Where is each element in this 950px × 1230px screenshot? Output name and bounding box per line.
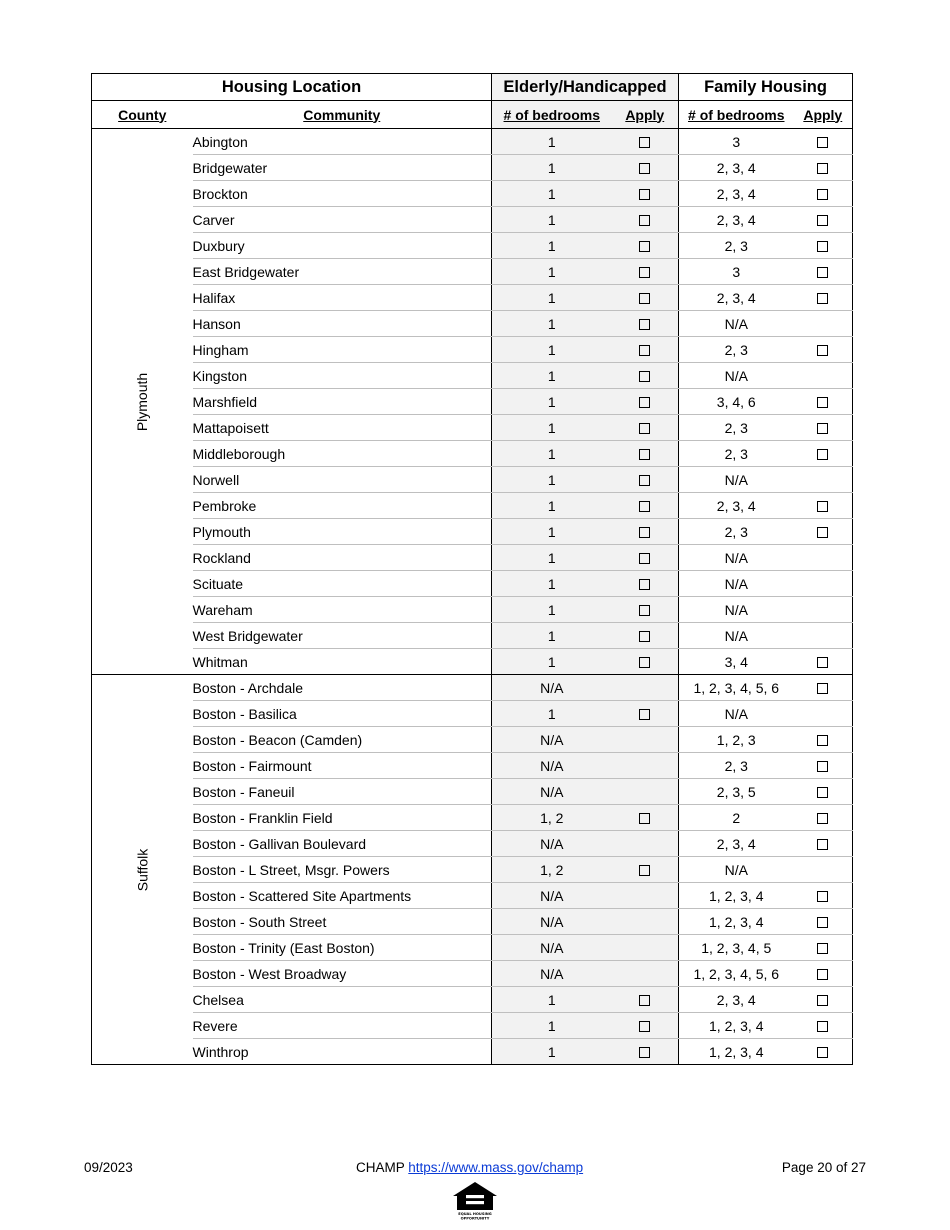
eh-apply-cell — [612, 493, 679, 519]
eh-apply-cell — [612, 649, 679, 675]
community-cell: Boston - Franklin Field — [193, 805, 492, 831]
fh-bedrooms-cell: N/A — [679, 623, 794, 649]
fh-bedrooms-cell: N/A — [679, 363, 794, 389]
table-row — [92, 467, 853, 493]
fh-apply-cell — [794, 233, 853, 259]
eh-bedrooms-cell: 1 — [492, 129, 612, 155]
table-body — [92, 129, 853, 1065]
fh-apply-cell — [794, 285, 853, 311]
county-label: Suffolk — [134, 848, 151, 891]
table-row — [92, 987, 853, 1013]
eh-apply-cell — [612, 1013, 679, 1039]
table-row — [92, 623, 853, 649]
fh-bedrooms-cell: 1, 2, 3, 4 — [679, 1039, 794, 1065]
community-cell: Hingham — [193, 337, 492, 363]
table-row — [92, 363, 853, 389]
fh-bedrooms-cell: 2 — [679, 805, 794, 831]
eh-apply-cell — [612, 597, 679, 623]
table-row — [92, 1039, 853, 1065]
community-cell: Boston - West Broadway — [193, 961, 492, 987]
fh-apply-cell — [794, 259, 853, 285]
fh-bedrooms-cell: N/A — [679, 545, 794, 571]
eh-bedrooms-cell: N/A — [492, 831, 612, 857]
fh-bedrooms-cell: 3 — [679, 129, 794, 155]
eh-apply-cell — [612, 753, 679, 779]
community-cell: Norwell — [193, 467, 492, 493]
community-cell: Boston - Gallivan Boulevard — [193, 831, 492, 857]
community-cell: Carver — [193, 207, 492, 233]
fh-apply-cell — [794, 129, 853, 155]
eh-bedrooms-cell: 1 — [492, 1039, 612, 1065]
apply-checkbox[interactable] — [817, 527, 828, 538]
fh-bedrooms-cell: 1, 2, 3, 4 — [679, 883, 794, 909]
apply-checkbox[interactable] — [817, 215, 828, 226]
table-row — [92, 285, 853, 311]
eh-bedrooms-cell: 1 — [492, 285, 612, 311]
fh-bedrooms-cell: 2, 3, 4 — [679, 831, 794, 857]
fh-bedrooms-cell: N/A — [679, 467, 794, 493]
table-row — [92, 727, 853, 753]
table-row — [92, 259, 853, 285]
community-cell: Marshfield — [193, 389, 492, 415]
fh-apply-cell — [794, 1013, 853, 1039]
fh-bedrooms-cell: 3 — [679, 259, 794, 285]
apply-checkbox[interactable] — [639, 709, 650, 720]
eh-apply-cell — [612, 701, 679, 727]
eh-apply-cell — [612, 337, 679, 363]
table-row — [92, 675, 853, 701]
table-row — [92, 701, 853, 727]
eh-apply-cell — [612, 805, 679, 831]
fh-bedrooms-cell: 3, 4, 6 — [679, 389, 794, 415]
apply-checkbox[interactable] — [639, 345, 650, 356]
community-cell: Mattapoisett — [193, 415, 492, 441]
eh-apply-cell — [612, 129, 679, 155]
fh-bedrooms-cell: 1, 2, 3, 4 — [679, 909, 794, 935]
eh-bedrooms-cell: N/A — [492, 961, 612, 987]
eh-apply-cell — [612, 155, 679, 181]
apply-checkbox[interactable] — [817, 891, 828, 902]
apply-checkbox[interactable] — [817, 267, 828, 278]
fh-bedrooms-cell: N/A — [679, 311, 794, 337]
eh-bedrooms-cell: 1 — [492, 181, 612, 207]
eh-bedrooms-cell: 1 — [492, 311, 612, 337]
eh-apply-cell — [612, 961, 679, 987]
eh-apply-cell — [612, 415, 679, 441]
apply-checkbox[interactable] — [639, 319, 650, 330]
footer-champ-link[interactable]: https://www.mass.gov/champ — [408, 1160, 584, 1175]
apply-checkbox[interactable] — [817, 761, 828, 772]
table-row — [92, 155, 853, 181]
eh-apply-cell — [612, 285, 679, 311]
community-cell: Bridgewater — [193, 155, 492, 181]
table-row — [92, 831, 853, 857]
apply-checkbox[interactable] — [817, 969, 828, 980]
eh-bedrooms-cell: 1 — [492, 519, 612, 545]
apply-checkbox[interactable] — [639, 657, 650, 668]
community-cell: Boston - Fairmount — [193, 753, 492, 779]
apply-checkbox[interactable] — [639, 189, 650, 200]
fh-bedrooms-cell: 2, 3 — [679, 233, 794, 259]
table-row — [92, 181, 853, 207]
eh-bedrooms-cell: 1 — [492, 155, 612, 181]
eh-apply-cell — [612, 363, 679, 389]
apply-checkbox[interactable] — [817, 839, 828, 850]
fh-bedrooms-cell: N/A — [679, 571, 794, 597]
eh-bedrooms-cell: 1 — [492, 233, 612, 259]
fh-apply-cell — [794, 571, 853, 597]
fh-bedrooms-cell: N/A — [679, 701, 794, 727]
fh-apply-cell — [794, 467, 853, 493]
community-cell: Boston - Basilica — [193, 701, 492, 727]
table-row — [92, 961, 853, 987]
fh-apply-cell — [794, 597, 853, 623]
community-cell: East Bridgewater — [193, 259, 492, 285]
community-cell: Wareham — [193, 597, 492, 623]
table-row — [92, 779, 853, 805]
community-cell: Duxbury — [193, 233, 492, 259]
fh-bedrooms-cell: N/A — [679, 597, 794, 623]
footer-page-number: Page 20 of 27 — [781, 1160, 866, 1175]
community-cell: Pembroke — [193, 493, 492, 519]
fh-apply-cell — [794, 519, 853, 545]
apply-checkbox[interactable] — [639, 241, 650, 252]
eh-bedrooms-cell: 1, 2 — [492, 857, 612, 883]
fh-bedrooms-cell: 2, 3 — [679, 415, 794, 441]
eh-bedrooms-cell: 1 — [492, 441, 612, 467]
apply-checkbox[interactable] — [639, 397, 650, 408]
fh-apply-cell — [794, 181, 853, 207]
apply-checkbox[interactable] — [639, 267, 650, 278]
community-cell: Plymouth — [193, 519, 492, 545]
fh-apply-cell — [794, 363, 853, 389]
eh-bedrooms-cell: 1 — [492, 649, 612, 675]
apply-checkbox[interactable] — [639, 605, 650, 616]
eh-bedrooms-cell: N/A — [492, 675, 612, 701]
community-cell: West Bridgewater — [193, 623, 492, 649]
eh-apply-cell — [612, 571, 679, 597]
eh-apply-cell — [612, 441, 679, 467]
eh-bedrooms-cell: 1 — [492, 493, 612, 519]
fh-bedrooms-cell: N/A — [679, 857, 794, 883]
elderly-handicapped-header: Elderly/Handicapped — [492, 74, 679, 101]
table-row — [92, 545, 853, 571]
apply-checkbox[interactable] — [639, 215, 650, 226]
eh-bedrooms-cell: 1 — [492, 545, 612, 571]
table-row — [92, 389, 853, 415]
apply-checkbox[interactable] — [817, 423, 828, 434]
community-cell: Halifax — [193, 285, 492, 311]
fh-bedrooms-cell: 2, 3, 4 — [679, 285, 794, 311]
table-row — [92, 129, 853, 155]
eho-logo-text: EQUAL HOUSING — [458, 1212, 492, 1216]
county-label: Plymouth — [134, 372, 151, 431]
eh-bedrooms-column-header: # of bedrooms — [492, 101, 612, 129]
eh-bedrooms-cell: 1 — [492, 259, 612, 285]
eh-bedrooms-cell: 1 — [492, 571, 612, 597]
eh-apply-column-header: Apply — [612, 101, 679, 129]
eh-bedrooms-cell: N/A — [492, 883, 612, 909]
eh-apply-cell — [612, 519, 679, 545]
eh-apply-cell — [612, 1039, 679, 1065]
housing-table — [91, 73, 853, 1065]
eh-bedrooms-cell: 1 — [492, 337, 612, 363]
eh-bedrooms-cell: 1 — [492, 1013, 612, 1039]
eh-bedrooms-cell: 1 — [492, 467, 612, 493]
eh-apply-cell — [612, 779, 679, 805]
eh-bedrooms-cell: N/A — [492, 727, 612, 753]
fh-bedrooms-cell: 2, 3 — [679, 519, 794, 545]
table-row — [92, 519, 853, 545]
fh-apply-cell — [794, 935, 853, 961]
fh-apply-cell — [794, 961, 853, 987]
eh-apply-cell — [612, 467, 679, 493]
table-row — [92, 337, 853, 363]
equal-housing-opportunity-logo — [451, 1180, 499, 1220]
fh-bedrooms-cell: 1, 2, 3, 4, 5 — [679, 935, 794, 961]
table-row — [92, 805, 853, 831]
table-row — [92, 571, 853, 597]
eh-bedrooms-cell: 1 — [492, 207, 612, 233]
fh-apply-cell — [794, 909, 853, 935]
table-row — [92, 857, 853, 883]
fh-apply-cell — [794, 337, 853, 363]
community-column-header: Community — [193, 101, 492, 129]
apply-checkbox[interactable] — [817, 1047, 828, 1058]
community-cell: Rockland — [193, 545, 492, 571]
fh-apply-cell — [794, 727, 853, 753]
fh-bedrooms-cell: 3, 4 — [679, 649, 794, 675]
apply-checkbox[interactable] — [817, 735, 828, 746]
fh-apply-cell — [794, 883, 853, 909]
table-row — [92, 493, 853, 519]
fh-apply-cell — [794, 389, 853, 415]
fh-bedrooms-cell: 2, 3, 4 — [679, 987, 794, 1013]
apply-checkbox[interactable] — [817, 657, 828, 668]
eh-apply-cell — [612, 675, 679, 701]
apply-checkbox[interactable] — [639, 475, 650, 486]
fh-apply-cell — [794, 1039, 853, 1065]
fh-apply-cell — [794, 493, 853, 519]
fh-bedrooms-cell: 2, 3, 4 — [679, 493, 794, 519]
eh-apply-cell — [612, 883, 679, 909]
fh-apply-column-header: Apply — [794, 101, 853, 129]
community-cell: Boston - South Street — [193, 909, 492, 935]
eh-bedrooms-cell: N/A — [492, 779, 612, 805]
eh-apply-cell — [612, 623, 679, 649]
apply-checkbox[interactable] — [817, 293, 828, 304]
apply-checkbox[interactable] — [639, 1047, 650, 1058]
table-row — [92, 883, 853, 909]
apply-checkbox[interactable] — [817, 163, 828, 174]
eh-bedrooms-cell: 1 — [492, 987, 612, 1013]
eh-bedrooms-cell: 1 — [492, 701, 612, 727]
fh-bedrooms-cell: 1, 2, 3 — [679, 727, 794, 753]
fh-apply-cell — [794, 623, 853, 649]
apply-checkbox[interactable] — [817, 917, 828, 928]
apply-checkbox[interactable] — [639, 293, 650, 304]
community-cell: Boston - Scattered Site Apartments — [193, 883, 492, 909]
footer-date: 09/2023 — [84, 1160, 133, 1175]
fh-apply-cell — [794, 779, 853, 805]
fh-apply-cell — [794, 415, 853, 441]
fh-apply-cell — [794, 311, 853, 337]
apply-checkbox[interactable] — [817, 397, 828, 408]
apply-checkbox[interactable] — [639, 371, 650, 382]
eh-bedrooms-cell: 1 — [492, 363, 612, 389]
apply-checkbox[interactable] — [639, 553, 650, 564]
apply-checkbox[interactable] — [639, 865, 650, 876]
fh-bedrooms-cell: 1, 2, 3, 4, 5, 6 — [679, 961, 794, 987]
eh-bedrooms-cell: 1 — [492, 415, 612, 441]
family-housing-header: Family Housing — [679, 74, 853, 101]
fh-apply-cell — [794, 545, 853, 571]
eh-bedrooms-cell: 1, 2 — [492, 805, 612, 831]
apply-checkbox[interactable] — [639, 527, 650, 538]
table-row — [92, 597, 853, 623]
eh-apply-cell — [612, 311, 679, 337]
community-cell: Whitman — [193, 649, 492, 675]
table-row — [92, 753, 853, 779]
eh-apply-cell — [612, 545, 679, 571]
apply-checkbox[interactable] — [817, 189, 828, 200]
fh-bedrooms-cell: 2, 3, 4 — [679, 207, 794, 233]
fh-apply-cell — [794, 675, 853, 701]
community-cell: Chelsea — [193, 987, 492, 1013]
eh-apply-cell — [612, 727, 679, 753]
footer-program — [356, 1160, 583, 1175]
apply-checkbox[interactable] — [639, 813, 650, 824]
fh-bedrooms-cell: 2, 3, 4 — [679, 181, 794, 207]
fh-apply-cell — [794, 831, 853, 857]
fh-bedrooms-cell: 2, 3, 5 — [679, 779, 794, 805]
fh-apply-cell — [794, 649, 853, 675]
eh-apply-cell — [612, 831, 679, 857]
fh-apply-cell — [794, 987, 853, 1013]
table-row — [92, 909, 853, 935]
community-cell: Revere — [193, 1013, 492, 1039]
apply-checkbox[interactable] — [817, 683, 828, 694]
community-cell: Middleborough — [193, 441, 492, 467]
eh-apply-cell — [612, 935, 679, 961]
footer-program-name: CHAMP — [356, 1160, 405, 1175]
apply-checkbox[interactable] — [639, 449, 650, 460]
county-cell — [92, 675, 193, 1065]
table-row — [92, 233, 853, 259]
apply-checkbox[interactable] — [639, 995, 650, 1006]
apply-checkbox[interactable] — [817, 345, 828, 356]
eh-bedrooms-cell: N/A — [492, 753, 612, 779]
county-column-header: County — [92, 101, 193, 129]
community-cell: Abington — [193, 129, 492, 155]
fh-bedrooms-cell: 2, 3 — [679, 753, 794, 779]
table-row — [92, 1013, 853, 1039]
eh-bedrooms-cell: N/A — [492, 935, 612, 961]
fh-apply-cell — [794, 857, 853, 883]
apply-checkbox[interactable] — [817, 813, 828, 824]
fh-apply-cell — [794, 701, 853, 727]
fh-bedrooms-cell: 2, 3, 4 — [679, 155, 794, 181]
table-row — [92, 649, 853, 675]
table-row — [92, 311, 853, 337]
fh-apply-cell — [794, 805, 853, 831]
eh-bedrooms-cell: 1 — [492, 389, 612, 415]
eh-apply-cell — [612, 259, 679, 285]
community-cell: Kingston — [193, 363, 492, 389]
eh-apply-cell — [612, 207, 679, 233]
eh-bedrooms-cell: 1 — [492, 623, 612, 649]
apply-checkbox[interactable] — [817, 943, 828, 954]
apply-checkbox[interactable] — [639, 631, 650, 642]
table-row — [92, 207, 853, 233]
community-cell: Scituate — [193, 571, 492, 597]
apply-checkbox[interactable] — [639, 579, 650, 590]
fh-apply-cell — [794, 207, 853, 233]
eh-apply-cell — [612, 857, 679, 883]
eh-apply-cell — [612, 389, 679, 415]
community-cell: Hanson — [193, 311, 492, 337]
housing-location-header: Housing Location — [92, 74, 492, 101]
apply-checkbox[interactable] — [817, 241, 828, 252]
fh-bedrooms-cell: 2, 3 — [679, 337, 794, 363]
apply-checkbox[interactable] — [817, 501, 828, 512]
table-row — [92, 415, 853, 441]
apply-checkbox[interactable] — [639, 137, 650, 148]
apply-checkbox[interactable] — [639, 1021, 650, 1032]
apply-checkbox[interactable] — [817, 1021, 828, 1032]
apply-checkbox[interactable] — [639, 163, 650, 174]
fh-bedrooms-cell: 1, 2, 3, 4 — [679, 1013, 794, 1039]
fh-bedrooms-cell: 2, 3 — [679, 441, 794, 467]
fh-bedrooms-column-header: # of bedrooms — [679, 101, 794, 129]
eh-apply-cell — [612, 909, 679, 935]
community-cell: Brockton — [193, 181, 492, 207]
apply-checkbox[interactable] — [817, 449, 828, 460]
community-cell: Boston - L Street, Msgr. Powers — [193, 857, 492, 883]
fh-bedrooms-cell: 1, 2, 3, 4, 5, 6 — [679, 675, 794, 701]
eh-bedrooms-cell: 1 — [492, 597, 612, 623]
eh-bedrooms-cell: N/A — [492, 909, 612, 935]
apply-checkbox[interactable] — [817, 995, 828, 1006]
eho-logo-text-2: OPPORTUNITY — [460, 1216, 490, 1220]
apply-checkbox[interactable] — [639, 423, 650, 434]
apply-checkbox[interactable] — [817, 137, 828, 148]
fh-apply-cell — [794, 155, 853, 181]
fh-apply-cell — [794, 441, 853, 467]
eh-apply-cell — [612, 233, 679, 259]
apply-checkbox[interactable] — [817, 787, 828, 798]
community-cell: Boston - Archdale — [193, 675, 492, 701]
community-cell: Boston - Faneuil — [193, 779, 492, 805]
county-cell — [92, 129, 193, 675]
apply-checkbox[interactable] — [639, 501, 650, 512]
table-row — [92, 935, 853, 961]
eh-apply-cell — [612, 181, 679, 207]
eh-apply-cell — [612, 987, 679, 1013]
community-cell: Winthrop — [193, 1039, 492, 1065]
table-row — [92, 441, 853, 467]
fh-apply-cell — [794, 753, 853, 779]
community-cell: Boston - Trinity (East Boston) — [193, 935, 492, 961]
community-cell: Boston - Beacon (Camden) — [193, 727, 492, 753]
